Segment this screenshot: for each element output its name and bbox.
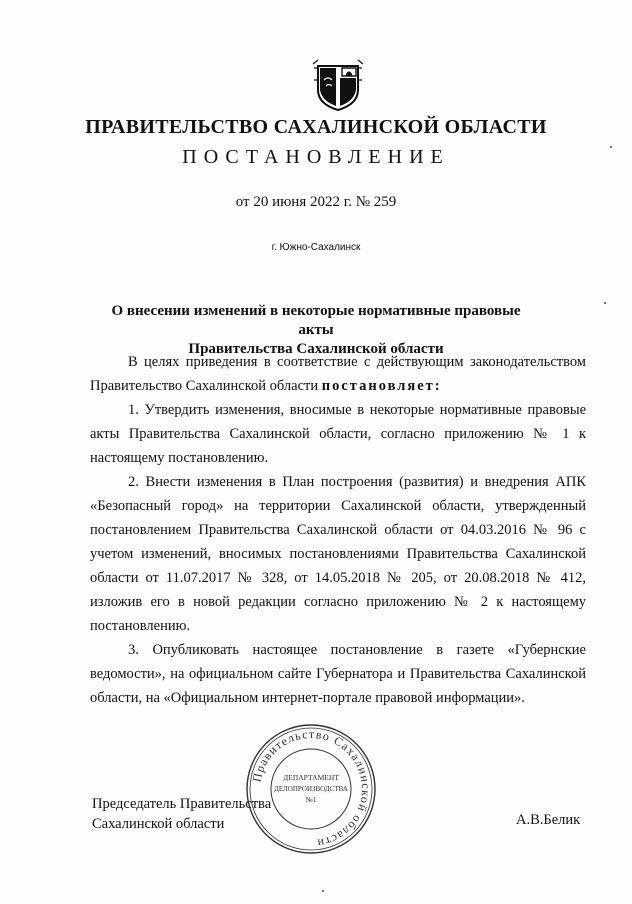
document-date-number: от 20 июня 2022 г. № 259 (235, 194, 397, 210)
scan-speck (604, 302, 606, 304)
official-seal (244, 722, 378, 856)
item-3-paragraph: 3. Опубликовать настоящее постановление в газете «Губернские ведомости», на официальном сайте Губернатора и Правительства Сахалинской области, на «Официальном интернет-портале правовой информации». (90, 642, 586, 706)
subject-line-1: О внесении изменений в некоторые нормативные правовые акты (111, 303, 521, 338)
item-2-paragraph: 2. Внести изменения в План построения (развития) и внедрения АПК «Безопасный город» на территории Сахалинской области, утвержденный постановлением Правительства Сахалинской области от 04.03.2016 № 96 с учетом изменений, вносимых постановлениями Правительства Сахалинской области от 11.07.2017 № 328, от 14.05.2018 № 205, от 20.08.2018 № 412, изложив его в новой редакции согласно приложению № 2 к настоящему постановлению. (90, 474, 586, 634)
seal-center-line-3: №1 (305, 795, 317, 804)
coat-of-arms-emblem (312, 56, 364, 112)
seal-center-line-1: ДЕПАРТАМЕНТ (283, 773, 339, 782)
intro-keyword: постановляет: (321, 378, 442, 394)
seal-ring-text: Правительство Сахалинской области (249, 726, 374, 851)
signatory-name: А.В.Белик (516, 812, 581, 828)
signatory-position-line-2: Сахалинской области (92, 816, 225, 832)
document-body (90, 350, 586, 710)
intro-text: В целях приведения в соответствие с действующим законодательством Правительство Сахалинской области (90, 354, 586, 394)
scan-speck (322, 890, 324, 892)
document-city: г. Южно-Сахалинск (271, 242, 361, 253)
seal-center-line-2: ДЕЛОПРОИЗВОДСТВА (274, 785, 348, 793)
signatory-position-line-1: Председатель Правительства (92, 796, 272, 812)
intro-paragraph (90, 350, 586, 398)
item-1-paragraph: 1. Утвердить изменения, вносимые в некоторые нормативные правовые акты Правительства Сахалинской области, согласно приложению № 1 к настоящему постановлению. (90, 402, 586, 466)
document-type: ПОСТАНОВЛЕНИЕ (182, 146, 450, 168)
scan-speck (610, 146, 612, 148)
subject-line-2: Правительства Сахалинской области (188, 341, 444, 357)
government-title: ПРАВИТЕЛЬСТВО САХАЛИНСКОЙ ОБЛАСТИ (85, 116, 547, 138)
signatory-position (92, 794, 271, 834)
